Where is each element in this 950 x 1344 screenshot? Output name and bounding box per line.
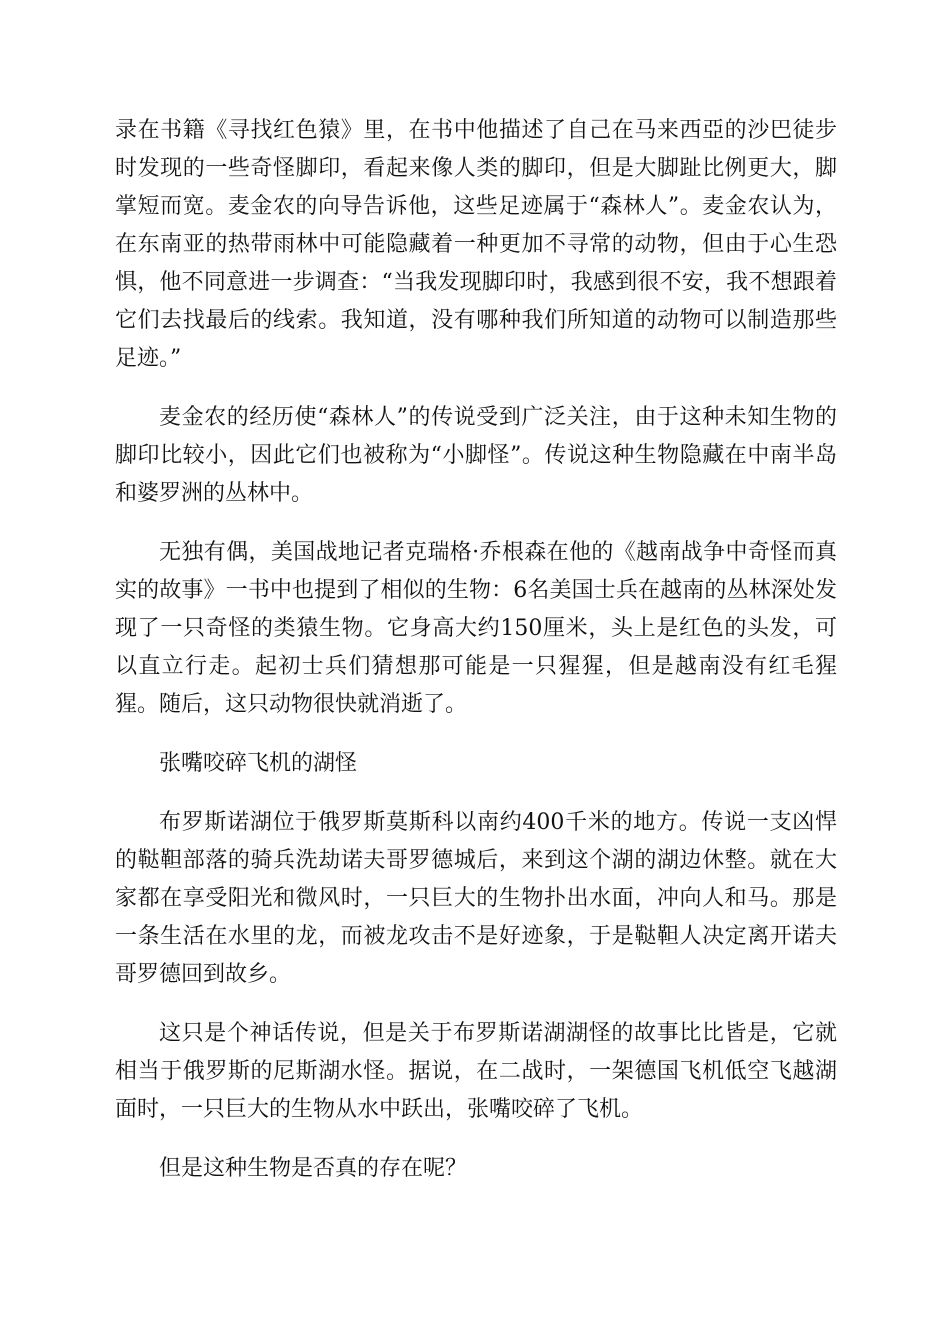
section-heading: 张嘴咬碎飞机的湖怪 xyxy=(159,751,358,776)
paragraph-1: 录在书籍《寻找红色猿》里，在书中他描述了自己在马来西亞的沙巴徒步时发现的一些奇怪脚印，看起来像人类的脚印，但是大脚趾比例更大，脚掌短而宽。麦金农的向导告诉他，这些足迹属于“森林人”。麦金农认为，在东南亚的热带雨林中可能隐藏着一种更加不寻常的动物，但由于心生恐惧，他不同意进一步调查：“当我发现脚印时，我感到很不安，我不想跟着它们去找最后的线索。我知道，没有哪种我们所知道的动物可以制造那些足迹。” xyxy=(115,118,837,371)
paragraph-6: 但是这种生物是否真的存在呢？ xyxy=(159,1156,468,1181)
paragraph-5: 这只是个神话传说，但是关于布罗斯诺湖湖怪的故事比比皆是，它就相当于俄罗斯的尼斯湖水怪。据说，在二战时，一架德国飞机低空飞越湖面时，一只巨大的生物从水中跃出，张嘴咬碎了飞机。 xyxy=(115,1021,837,1122)
document-page xyxy=(115,112,837,1209)
paragraph-4: 布罗斯诺湖位于俄罗斯莫斯科以南约400千米的地方。传说一支凶悍的鞑靼部落的骑兵洗劫诺夫哥罗德城后，来到这个湖的湖边休整。就在大家都在享受阳光和微风时，一只巨大的生物扑出水面，冲向人和马。那是一条生活在水里的龙，而被龙攻击不是好迹象，于是鞑靼人决定离开诺夫哥罗德回到故乡。 xyxy=(115,810,837,987)
paragraph-3: 无独有偶，美国战地记者克瑞格·乔根森在他的《越南战争中奇怪而真实的故事》一书中也提到了相似的生物：6名美国士兵在越南的丛林深处发现了一只奇怪的类猿生物。它身高大约150厘米，头上是红色的头发，可以直立行走。起初士兵们猜想那可能是一只猩猩，但是越南没有红毛猩猩。随后，这只动物很快就消逝了。 xyxy=(115,540,837,717)
paragraph-2: 麦金农的经历使“森林人”的传说受到广泛关注，由于这种未知生物的脚印比较小，因此它们也被称为“小脚怪”。传说这种生物隐藏在中南半岛和婆罗洲的丛林中。 xyxy=(115,405,837,506)
